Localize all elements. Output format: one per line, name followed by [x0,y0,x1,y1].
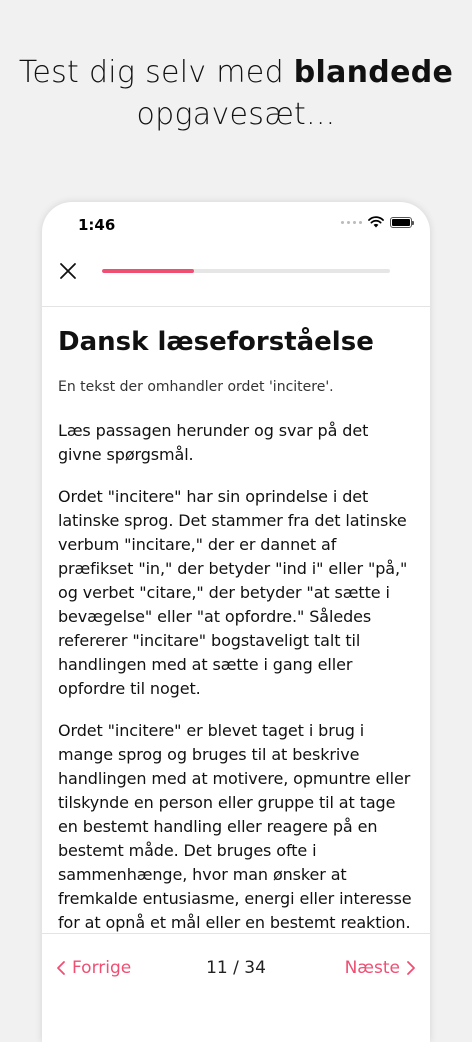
headline-emphasis: blandede [293,55,454,90]
next-button[interactable] [345,958,416,978]
status-time: 1:46 [78,216,116,234]
battery-icon [390,217,412,228]
chevron-right-icon [406,960,416,976]
headline-text-line2: opgavesæt... [136,97,336,132]
headline-text: Test dig selv med [18,55,294,90]
previous-button[interactable] [56,958,131,978]
chevron-left-icon [56,960,66,976]
wifi-icon [368,216,384,228]
page-counter: 11 / 34 [206,958,266,978]
phone-frame [42,202,430,1042]
close-icon[interactable] [58,261,78,281]
previous-label: Forrige [72,958,132,978]
lesson-header [42,248,430,307]
lesson-paragraph: Læs passagen herunder og svar på det givne spørgsmål. [58,421,369,464]
lesson-title: Dansk læseforståelse [58,327,374,357]
next-label: Næste [344,958,400,978]
signal-icon [341,221,362,224]
lesson-content[interactable] [42,307,430,934]
pagination-bar [42,933,430,1042]
lesson-subtitle: En tekst der omhandler ordet 'incitere'. [58,379,334,395]
status-bar [42,202,430,248]
progress-fill [102,269,194,273]
lesson-paragraph: Ordet "incitere" har sin oprindelse i det latinske sprog. Det stammer fra det latinske verbum "incitare," der er dannet af præfikset "in," der betyder "ind i" eller "på," og verbet "citare," der betyder "at sætte i bevægelse" eller "at opfordre." Således refererer "incitare" bogstaveligt talt til handlingen med at sætte i gang eller opfordre til noget. [58,487,408,698]
marketing-headline [0,52,472,136]
status-icons [341,216,412,228]
progress-bar [102,269,390,273]
lesson-paragraph: Ordet "incitere" er blevet taget i brug i mange sprog og bruges til at beskrive handlingen med at motivere, opmuntre eller tilskynde en person eller gruppe til at tage en bestemt handling eller reagere på en bestemt måde. Det bruges ofte i sammenhænge, hvor man ønsker at fremkalde entusiasme, energi eller interesse for at opnå et mål eller en bestemt reaktion. [58,721,412,932]
